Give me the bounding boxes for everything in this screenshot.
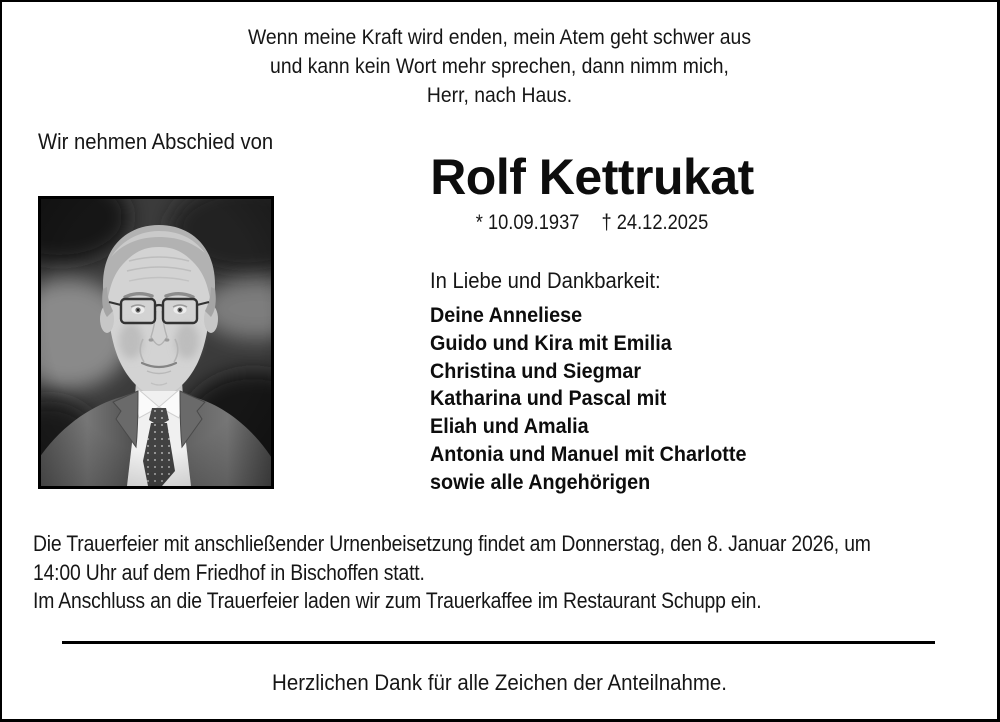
verse-line: Wenn meine Kraft wird enden, mein Atem geht schwer aus <box>247 25 751 49</box>
mourner-line: Christina und Siegmar <box>430 358 642 383</box>
death-date: † 24.12.2025 <box>601 210 709 234</box>
mourners-list <box>430 302 746 497</box>
dedication-line: In Liebe und Dankbarkeit: <box>430 268 661 293</box>
verse-line: und kann kein Wort mehr sprechen, dann nimm mich, <box>270 54 729 78</box>
life-dates <box>244 210 941 235</box>
verse-line: Herr, nach Haus. <box>426 83 573 107</box>
mourner-line: Katharina und Pascal mit <box>430 386 667 411</box>
birth-date: * 10.09.1937 <box>475 210 580 234</box>
mourner-line: Deine Anneliese <box>430 303 583 327</box>
vignette-overlay <box>41 199 271 486</box>
memorial-verse <box>52 23 948 110</box>
divider-rule <box>62 641 935 644</box>
funeral-line: Im Anschluss an die Trauerfeier laden wir zum Trauerkaffee im Restaurant Schupp ein. <box>33 588 762 614</box>
funeral-line: 14:00 Uhr auf dem Friedhof in Bischoffen statt. <box>33 559 425 585</box>
portrait-illustration <box>41 199 271 486</box>
mourner-line: Guido und Kira mit Emilia <box>430 330 672 355</box>
farewell-intro: Wir nehmen Abschied von <box>38 129 274 154</box>
mourner-line: Eliah und Amalia <box>430 414 589 439</box>
deceased-name: Rolf Kettrukat <box>430 149 754 205</box>
funeral-details <box>33 530 871 616</box>
mourner-line: sowie alle Angehörigen <box>430 469 651 494</box>
funeral-line: Die Trauerfeier mit anschließender Urnenbeisetzung findet am Donnerstag, den 8. Januar 2026, um <box>33 531 871 556</box>
portrait-photo <box>38 196 274 489</box>
mourner-line: Antonia und Manuel mit Charlotte <box>430 441 747 466</box>
thanks-line: Herzlichen Dank für alle Zeichen der Anteilnahme. <box>272 670 727 695</box>
